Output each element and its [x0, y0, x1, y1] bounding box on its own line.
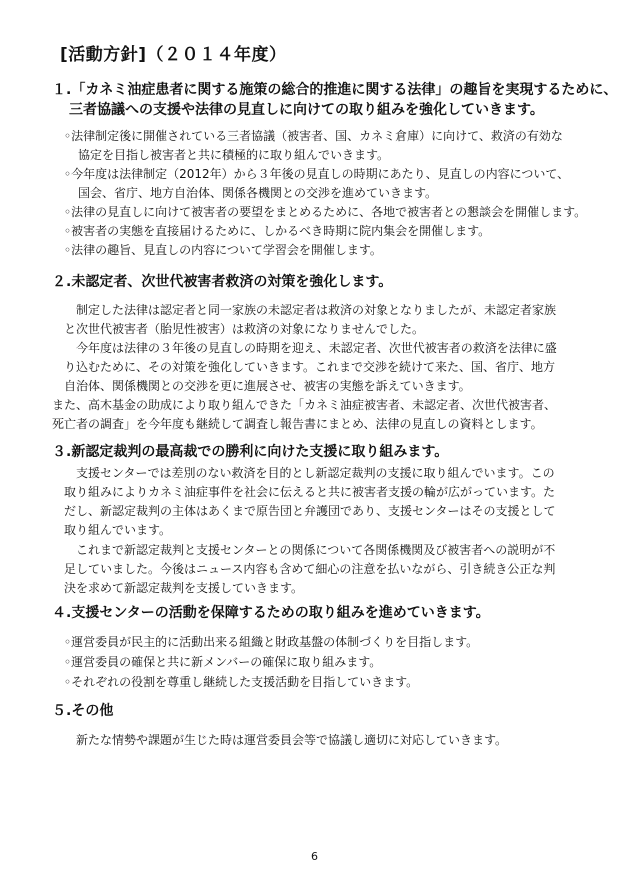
- section-3-paragraph-line: 支援センターでは差別のない救済を目的とし新認定裁判の支援に取り組んでいます。この: [76, 466, 555, 480]
- section-4-heading: ４.支援センターの活動を保障するための取り組みを進めていきます。: [52, 605, 490, 621]
- section-4-bullet: ◦運営委員の確保と共に新メンバーの確保に取り組みます。: [64, 655, 382, 669]
- section-1-bullet: ◦法律の見直しに向けて被害者の要望をまとめるために、各地で被害者との懇談会を開催します。: [64, 205, 587, 219]
- section-3-paragraph-line: 決を求めて新認定裁判を支援していきます。: [64, 581, 304, 595]
- section-1-heading-line: １.「カネミ油症患者に関する施策の総合的推進に関する法律」の趣旨を実現するために、: [52, 82, 618, 98]
- section-2-paragraph-line: 制定した法律は認定者と同一家族の未認定者は救済の対象となりましたが、未認定者家族: [76, 303, 557, 317]
- section-2-paragraph-line: と次世代被害者（胎児性被害）は救済の対象になりませんでした。: [64, 322, 425, 336]
- section-3-paragraph-line: 取り組みによりカネミ油症事件を社会に伝えると共に被害者支援の輪が広がっています。た: [64, 485, 556, 499]
- page-title: [活動方針]（２０１４年度）: [60, 45, 287, 65]
- section-1-bullet: ◦今年度は法律制定（2012年）から３年後の見直しの時期にあたり、見直しの内容について、: [64, 167, 570, 181]
- section-5-heading: ５.その他: [52, 703, 114, 719]
- section-2-paragraph-line: 自治体、関係機関との交渉を更に進展させ、被害の実態を訴えていきます。: [64, 379, 471, 393]
- section-1-bullet: ◦被害者の実態を直接届けるために、しかるべき時期に院内集会を開催します。: [64, 224, 491, 238]
- section-3-heading: ３.新認定裁判の最高裁での勝利に向けた支援に取り組みます。: [52, 444, 449, 460]
- section-3-paragraph-line: 足していました。今後はニュース内容も含めて細心の注意を払いながら、引き続き公正な判: [64, 562, 556, 576]
- section-1-bullet-cont: 協定を目指し被害者と共に積極的に取り組んでいきます。: [78, 148, 390, 162]
- section-3-paragraph-line: 取り組んでいます。: [64, 523, 172, 537]
- section-3-paragraph-line: だし、新認定裁判の主体はあくまで原告団と弁護団であり、支援センターはその支援として: [64, 504, 556, 518]
- section-5-paragraph-line: 新たな情勢や課題が生じた時は運営委員会等で協議し適切に対応していきます。: [76, 733, 508, 747]
- section-1-bullet: ◦法律の趣旨、見直しの内容について学習会を開催します。: [64, 243, 382, 257]
- section-2-paragraph-line: 今年度は法律の３年後の見直しの時期を迎え、未認定者、次世代被害者の救済を法律に盛: [76, 341, 557, 355]
- section-2-paragraph-line: 死亡者の調査」を今年度も継続して調査し報告書にまとめ、法律の見直しの資料とします。: [52, 417, 543, 431]
- section-4-bullet: ◦それぞれの役割を尊重し継続した支援活動を目指していきます。: [64, 675, 419, 689]
- section-4-bullet: ◦運営委員が民主的に活動出来る組織と財政基盤の体制づくりを目指します。: [64, 635, 479, 649]
- section-1-bullet: ◦法律制定後に開催されている三者協議（被害者、国、カネミ倉庫）に向けて、救済の有効な: [64, 129, 563, 143]
- section-1-heading: [52, 80, 617, 120]
- section-1-heading-cont: 三者協議への支援や法律の見直しに向けての取り組みを強化していきます。: [69, 102, 544, 118]
- section-1-bullet-cont: 国会、省庁、地方自治体、関係各機関との交渉を進めていきます。: [78, 186, 438, 200]
- section-2-paragraph-line: また、高木基金の助成により取り組んできた「カネミ油症被害者、未認定者、次世代被害者、: [52, 398, 557, 412]
- section-3-paragraph-line: これまで新認定裁判と支援センターとの関係について各関係機関及び被害者への説明が不: [76, 543, 556, 557]
- page-number: 6: [311, 850, 318, 863]
- section-2-paragraph-line: り込むために、その対策を強化していきます。これまで交渉を続けて来た、国、省庁、地方: [64, 360, 556, 374]
- section-2-heading: ２.未認定者、次世代被害者救済の対策を強化します。: [52, 274, 393, 290]
